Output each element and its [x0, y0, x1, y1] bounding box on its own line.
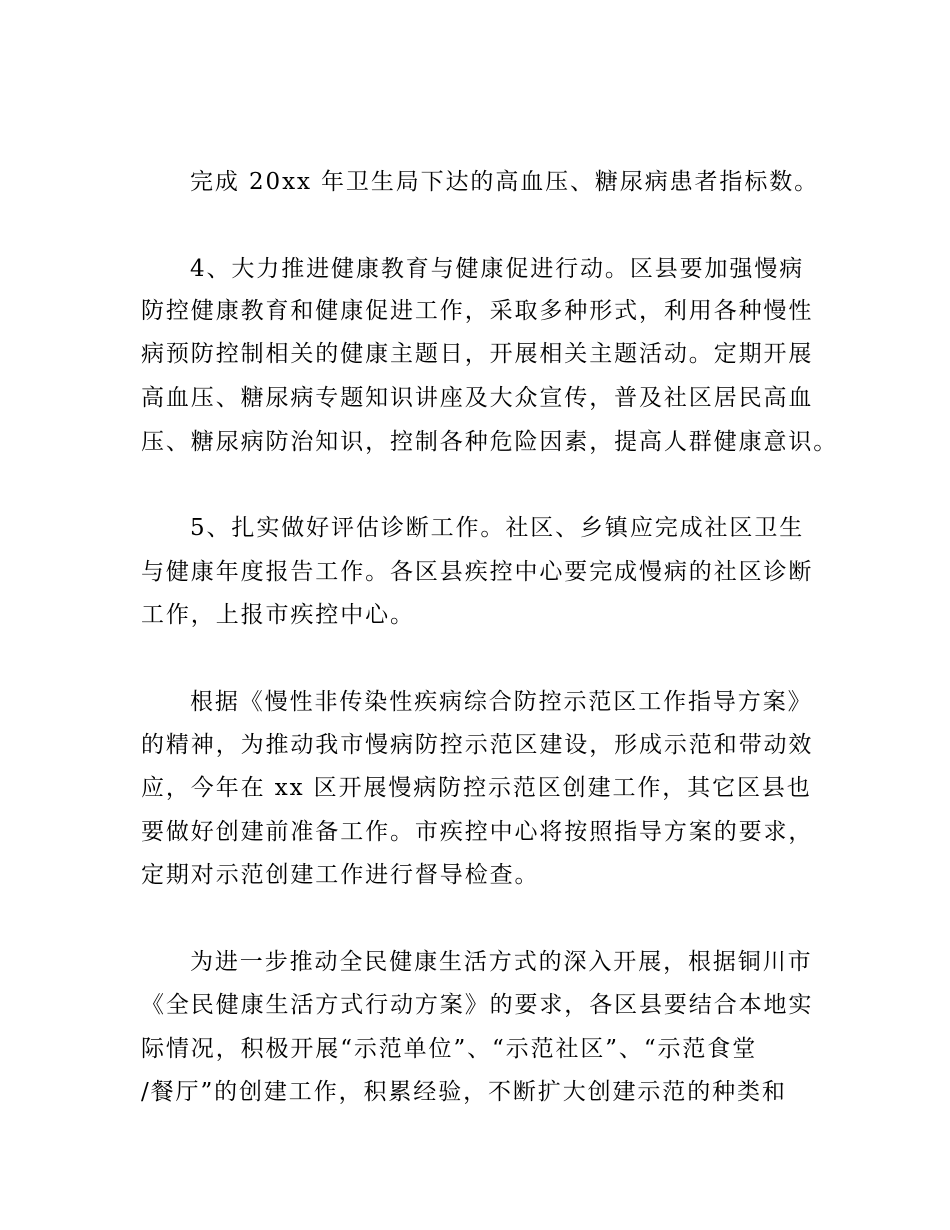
paragraph-4-line-2: 的精神，为推动我市慢病防控示范区建设，形成示范和带动效 — [141, 732, 814, 758]
paragraph-5-line-1: 为进一步推动全民健康生活方式的深入开展，根据铜川市 — [190, 949, 813, 975]
paragraph-4-line-1: 根据《慢性非传染性疾病综合防控示范区工作指导方案》 — [190, 689, 813, 715]
paragraph-2-line-1: 4、大力推进健康教育与健康促进行动。区县要加强慢病 — [190, 256, 805, 282]
paragraph-3-line-1: 5、扎实做好评估诊断工作。社区、乡镇应完成社区卫生 — [190, 515, 805, 541]
paragraph-2-line-2: 防控健康教育和健康促进工作，采取多种形式，利用各种慢性 — [141, 298, 814, 324]
paragraph-3-line-2: 与健康年度报告工作。各区县疾控中心要完成慢病的社区诊断 — [141, 559, 814, 585]
paragraph-2-line-5: 压、糖尿病防治知识，控制各种危险因素，提高人群健康意识。 — [141, 429, 839, 455]
paragraph-4-line-4: 要做好创建前准备工作。市疾控中心将按照指导方案的要求， — [141, 819, 814, 845]
paragraph-4-line-3: 应，今年在 xx 区开展慢病防控示范区创建工作，其它区县也 — [141, 775, 812, 801]
paragraph-2-line-3: 病预防控制相关的健康主题日，开展相关主题活动。定期开展 — [141, 341, 814, 367]
paragraph-2-line-4: 高血压、糖尿病专题知识讲座及大众宣传，普及社区居民高血 — [141, 385, 814, 411]
paragraph-5-line-2: 《全民健康生活方式行动方案》的要求，各区县要结合本地实 — [141, 992, 814, 1018]
paragraph-3-line-3: 工作，上报市疾控中心。 — [141, 602, 415, 628]
paragraph-5-line-4: /餐厅”的创建工作，积累经验，不断扩大创建示范的种类和 — [141, 1079, 787, 1105]
paragraph-1-line-1: 完成 20xx 年卫生局下达的高血压、糖尿病患者指标数。 — [190, 169, 820, 195]
paragraph-4-line-5: 定期对示范创建工作进行督导检查。 — [141, 862, 540, 888]
paragraph-5-line-3: 际情况，积极开展“示范单位”、“示范社区”、“示范食堂 — [141, 1036, 758, 1062]
